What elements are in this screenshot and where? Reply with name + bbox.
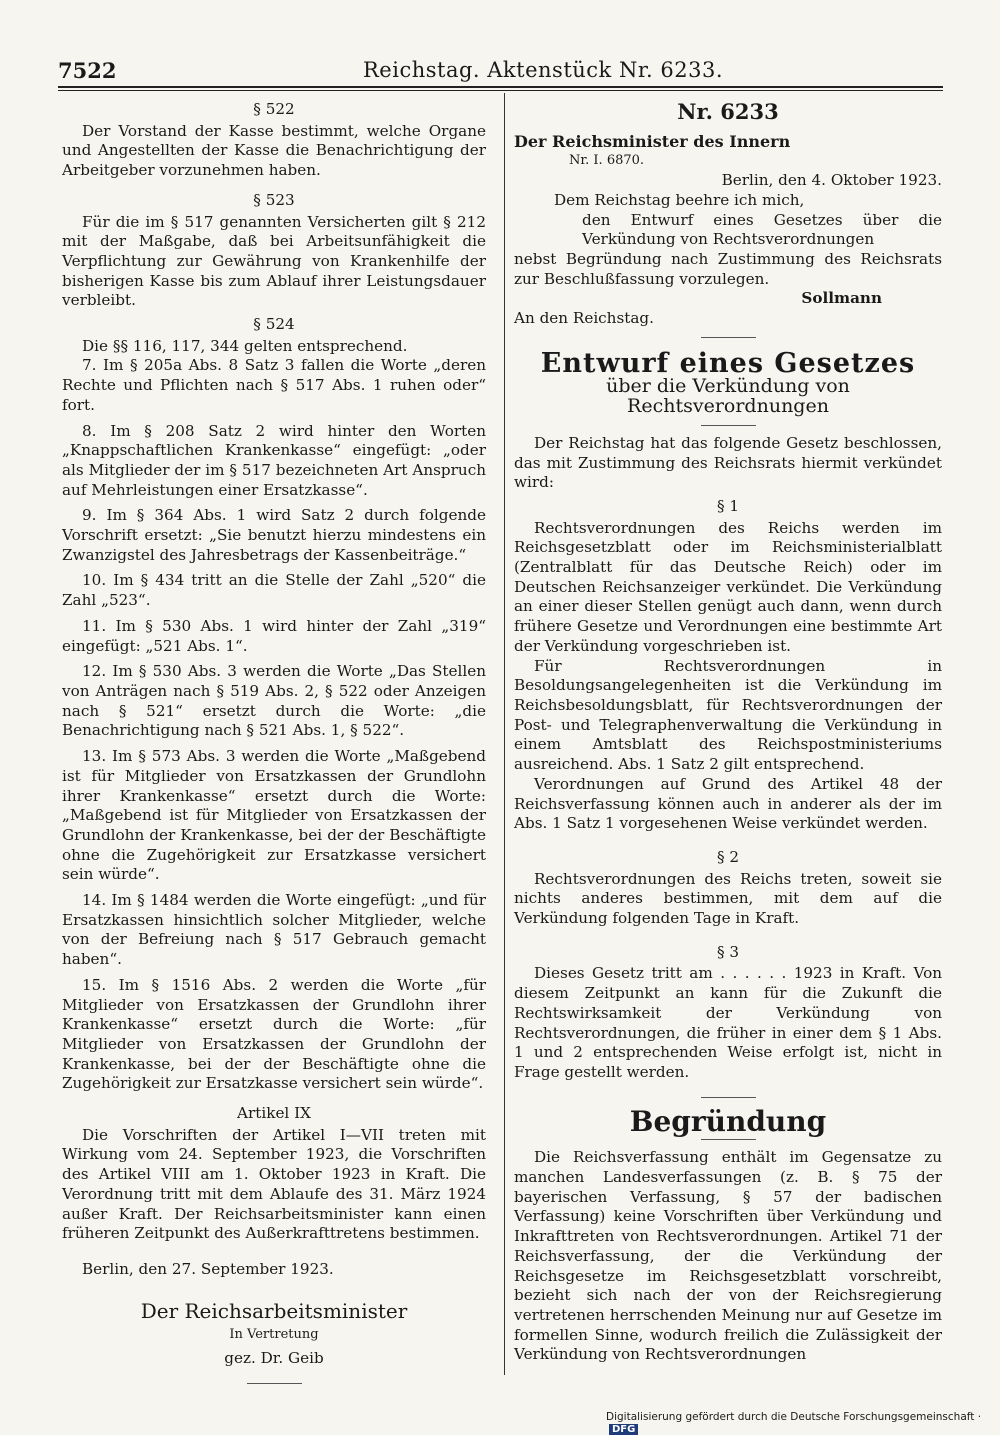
minister-title: Der Reichsarbeitsminister [140, 1298, 408, 1323]
paragraph: 8. Im § 208 Satz 2 wird hinter den Worten „Knappschaftlichen Krankenkasse“ eingefügt: „oder als Mitglieder der im § 517 bezeichneten Art Anspruch auf Mehrleistungen einer Ersatzkasse“. [62, 421, 486, 499]
intro-title: den Entwurf eines Gesetzes über die Verkündung von Rechtsverordnungen [582, 210, 942, 249]
section-heading: § 2 [716, 847, 740, 866]
draft-title: Entwurf eines Gesetzes [540, 347, 916, 379]
section-heading: § 524 [253, 315, 295, 334]
footer [606, 1411, 1000, 1435]
paragraph: Die Reichsverfassung enthält im Gegensatze zu manchen Landesverfassungen (z. B. § 75 der bayerischen Verfassung, § 57 der badischen Verfassung) keine Vorschriften über Verkündung und Inkrafttreten von Rechtsverordnungen. Artikel 71 der Reichsverfassung, der die Verkündung der Reichsgesetze im Reichsgesetzblatt vorschreibt, bezieht sich nach der von der Reichsregierung vertretenen herrschenden Meinung nur auf Gesetze im formellen Sinne, wodurch freilich die Zulässigkeit der Verkündung von Rechtsverordnungen [514, 1148, 942, 1364]
divider [701, 337, 756, 338]
draft-subtitle: über die Verkündung von Rechtsverordnungen [606, 375, 850, 418]
divider [701, 425, 756, 426]
paragraph: 14. Im § 1484 werden die Worte eingefügt: „und für Ersatzkassen hinsichtlich solcher Mitglieder, welche von der Befreiung nach § 517 Gebrauch gemacht haben“. [62, 891, 486, 969]
dfg-logo: DFG [609, 1424, 638, 1435]
header-rule-thin [58, 90, 943, 91]
preamble: Der Reichstag hat das folgende Gesetz beschlossen, das mit Zustimmung des Reichsrats hiermit verkündet wird: [514, 433, 942, 492]
addressee: An den Reichstag. [514, 309, 654, 328]
sender: Der Reichsminister des Innern [514, 131, 791, 151]
paragraph: Rechtsverordnungen des Reichs werden im Reichsgesetzblatt oder im Reichsministerialblatt (Zentralblatt für das Deutsche Reich) oder im Deutschen Reichsanzeiger verkündet. Die Verkündung an einer dieser Stellen genügt auch dann, wenn durch frühere Gesetze und Verordnungen eine bestimmte Art der Verkündung vorgeschrieben ist. [514, 518, 942, 655]
paragraph: 13. Im § 573 Abs. 3 werden die Worte „Maßgebend ist für Mitglieder von Ersatzkassen der Grundlohn ihrer Krankenkasse“ ersetzt durch die Worte: „Maßgebend ist für Mitglieder von Ersatzkassen der Grundlohn der Krankenkasse, bei der der Beschäftigte ohne die Zugehörigkeit zur Ersatzkasse versichert sein würde“. [62, 747, 486, 884]
intro-continuation: nebst Begründung nach Zustimmung des Reichsrats zur Beschlußfassung vorzulegen. [514, 249, 942, 288]
paragraph: 11. Im § 530 Abs. 1 wird hinter der Zahl „319“ eingefügt: „521 Abs. 1“. [62, 616, 486, 655]
in-vertretung: In Vertretung [229, 1327, 319, 1343]
paragraph: Verordnungen auf Grund des Artikel 48 der Reichsverfassung können auch in anderer als der im Abs. 1 Satz 1 vorgesehenen Weise verkündet werden. [514, 774, 942, 833]
divider [701, 1139, 756, 1140]
paragraph: 10. Im § 434 tritt an die Stelle der Zahl „520“ die Zahl „523“. [62, 571, 486, 610]
paragraph: Für Rechtsverordnungen in Besoldungsangelegenheiten ist die Verkündung im Reichsbesoldungsblatt, für Rechtsverordnungen der Post- und Telegraphenverwaltung die Verkündung in einem Amtsblatt des Reichspostministeriums ausreichend. Abs. 1 Satz 2 gilt entsprechend. [514, 656, 942, 774]
signed-line: gez. Dr. Geib [224, 1349, 324, 1368]
page-header [58, 58, 943, 84]
reference-number: Nr. I. 6870. [569, 153, 645, 169]
document-number: Nr. 6233 [677, 99, 779, 124]
column-divider [504, 93, 505, 1375]
paragraph: 9. Im § 364 Abs. 1 wird Satz 2 durch folgende Vorschrift ersetzt: „Sie benutzt hierzu mindestens ein Zwanzigstel des Jahresbetrags der Kassenbeiträge.“ [62, 506, 486, 564]
paragraph: 15. Im § 1516 Abs. 2 werden die Worte „für Mitglieder von Ersatzkassen der Grundlohn ihrer Krankenkasse“ ersetzt durch die Worte: „für Mitglieder von Ersatzkassen der Grundlohn der Krankenkasse, bei der der Beschäftigte ohne die Zugehörigkeit zur Ersatzkasse versichert sein würde“. [62, 975, 486, 1093]
right-column [514, 96, 942, 1365]
date-line: Berlin, den 27. September 1923. [82, 1259, 334, 1278]
paragraph: 12. Im § 530 Abs. 3 werden die Worte „Das Stellen von Anträgen nach § 519 Abs. 2, § 522 oder Anzeigen nach § 521“ ersetzt durch die Worte: „die Benachrichtigung nach § 521 Abs. 1, § 522“. [62, 662, 486, 740]
section-heading: § 1 [716, 496, 740, 515]
section-heading: § 3 [716, 942, 740, 961]
divider [247, 1383, 302, 1384]
header-rule [58, 86, 943, 88]
footer-text: Digitalisierung gefördert durch die Deutsche Forschungsgemeinschaft · [606, 1411, 982, 1423]
paragraph: Dieses Gesetz tritt am . . . . . . 1923 in Kraft. Von diesem Zeitpunkt an kann für die Zukunft die Rechtswirksamkeit der Verkündung von Rechtsverordnungen, die früher in einer dem § 1 Abs. 1 und 2 entsprechenden Weise erfolgt ist, nicht in Frage gestellt werden. [514, 964, 942, 1081]
intro-line: Dem Reichstag beehre ich mich, [554, 190, 805, 209]
divider [701, 1097, 756, 1098]
paragraph: 7. Im § 205a Abs. 8 Satz 3 fallen die Worte „deren Rechte und Pflichten nach § 517 Abs. 1 ruhen oder“ fort. [62, 356, 486, 414]
place-date: Berlin, den 4. Oktober 1923. [721, 171, 942, 190]
section-heading: § 522 [253, 100, 295, 118]
article-heading: Artikel IX [237, 1104, 311, 1123]
paragraph: Der Vorstand der Kasse bestimmt, welche Organe und Angestellten der Kasse die Benachrichtigung der Arbeitgeber vorzunehmen haben. [62, 121, 486, 180]
signature: Sollmann [801, 289, 882, 308]
paragraph: Rechtsverordnungen des Reichs treten, soweit sie nichts anderes bestimmen, mit dem auf die Verkündung folgenden Tage in Kraft. [514, 869, 942, 928]
paragraph: Die Vorschriften der Artikel I—VII treten mit Wirkung vom 24. September 1923, die Vorschriften des Artikel VIII am 1. Oktober 1923 in Kraft. Die Verordnung tritt mit dem Ablaufe des 31. März 1924 außer Kraft. Der Reichsarbeitsminister kann einen früheren Zeitpunkt des Außerkrafttretens bestimmen. [62, 1125, 486, 1243]
page-number: 7522 [58, 58, 117, 83]
running-title: Reichstag. Aktenstück Nr. 6233. [363, 58, 724, 82]
paragraph: Für die im § 517 genannten Versicherten gilt § 212 mit der Maßgabe, daß bei Arbeitsunfähigkeit die Verpflichtung zur Gewährung von Krankenhilfe der bisherigen Kasse bis zum Ablauf ihrer Leistungsdauer verbleibt. [62, 212, 486, 310]
section-heading: § 523 [253, 190, 295, 209]
paragraph: Die §§ 116, 117, 344 gelten entsprechend. [82, 336, 408, 355]
reasons-title: Begründung [629, 1104, 827, 1138]
left-column [62, 96, 486, 1392]
